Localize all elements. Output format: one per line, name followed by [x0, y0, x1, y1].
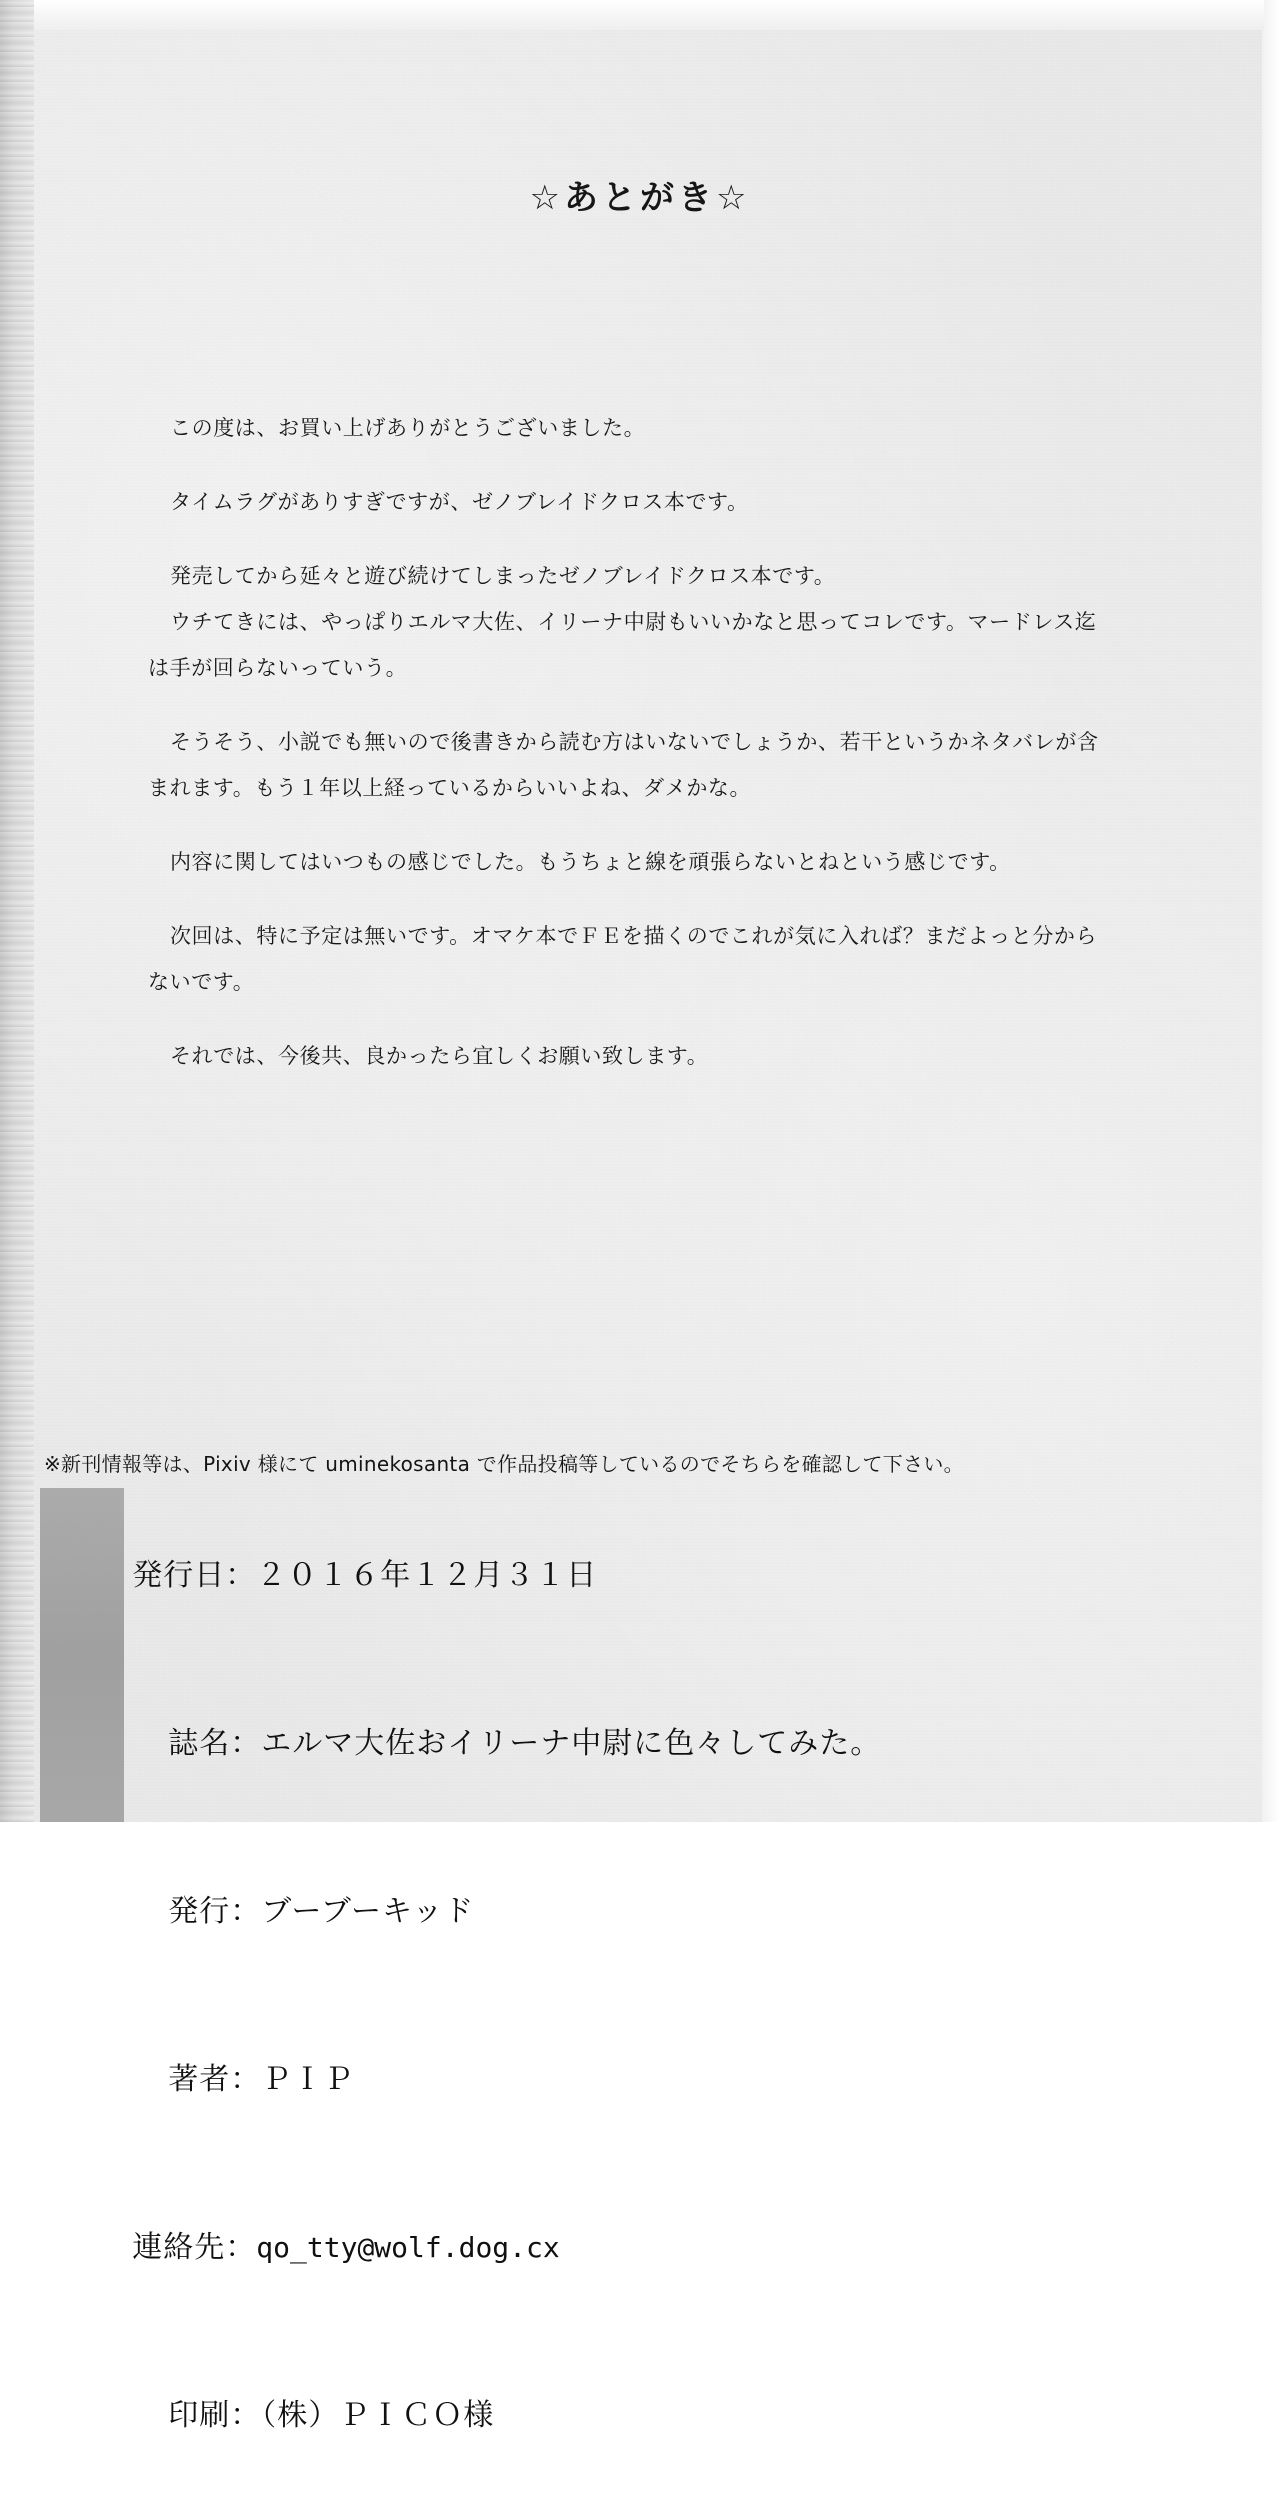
- colophon-printer-value: （株）ＰＩＣＯ様: [261, 2398, 495, 2433]
- colophon-row-title: [48, 1660, 1148, 1828]
- paragraph: ウチてきには、やっぱりエルマ大佐、イリーナ中尉もいいかなと思ってコレです。マードレス迄は手が回らないっていう。: [148, 610, 1097, 680]
- paragraph: 発売してから延々と遊び続けてしまったゼノブレイドクロス本です。: [170, 564, 836, 588]
- paragraph: そうそう、小説でも無いので後書きから読む方はいないでしょうか、若干というかネタバレが含まれます。もう１年以上経っているからいいよね、ダメかな。: [148, 730, 1099, 800]
- colophon-author-label: 著者：: [168, 2062, 262, 2097]
- paragraph: それでは、今後共、良かったら宜しくお願い致します。: [170, 1044, 709, 1068]
- colophon-printer-label: 印刷：: [168, 2398, 262, 2433]
- colophon-row-author: [48, 1996, 1148, 2164]
- colophon-title-value: エルマ大佐おイリーナ中尉に色々してみた。: [261, 1726, 882, 1761]
- colophon-publisher-value: ブーブーキッド: [261, 1894, 475, 1929]
- colophon-publisher-label: 発行：: [168, 1894, 262, 1929]
- colophon-title-label: 誌名：: [168, 1726, 262, 1761]
- paragraph: この度は、お買い上げありがとうございました。: [170, 416, 646, 440]
- colophon-row-publisher: [48, 1828, 1148, 1996]
- page-title: ☆あとがき☆: [529, 178, 751, 218]
- colophon-row-printer: [48, 2332, 1148, 2500]
- paragraph: タイムラグがありすぎですが、ゼノブレイドクロス本です。: [170, 490, 749, 514]
- paragraph: 内容に関してはいつもの感じでした。もうちょと線を頑張らないとねという感じです。: [170, 850, 1011, 874]
- afterword-body: [148, 405, 1108, 1107]
- colophon-row-date: [48, 1492, 1148, 1660]
- colophon-contact-label: 連絡先：: [132, 2230, 257, 2265]
- colophon-date-value: ２０１６年１２月３１日: [256, 1558, 598, 1593]
- colophon: [48, 1492, 1148, 2500]
- paragraph: 次回は、特に予定は無いです。オマケ本でＦＥを描くのでこれが気に入れば？まだよっと分からないです。: [148, 924, 1098, 994]
- colophon-contact-value: qo_tty@wolf.dog.cx: [256, 2231, 560, 2264]
- colophon-row-contact: [48, 2164, 1148, 2332]
- pixiv-notice: ※新刊情報等は、Pixiv 様にて uminekosanta で作品投稿等しているのでそちらを確認して下さい。: [44, 1452, 964, 1476]
- colophon-date-label: 発行日：: [132, 1558, 257, 1593]
- colophon-author-value: ＰＩＰ: [261, 2062, 355, 2097]
